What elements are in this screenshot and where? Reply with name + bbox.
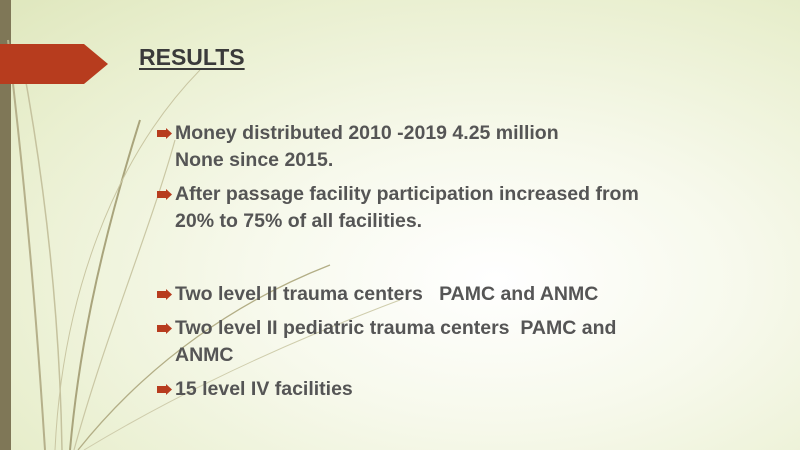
bullet-arrow-icon [157, 384, 172, 395]
bullet-text: ANMC [175, 344, 234, 366]
bullet-text: Money distributed 2010 -2019 4.25 million [175, 122, 559, 144]
bullet-item [157, 281, 777, 308]
bullet-arrow-icon [157, 323, 172, 334]
bullet-text: None since 2015. [175, 149, 334, 171]
title-arrow-icon [0, 44, 108, 84]
bullet-item [157, 376, 777, 403]
bullet-text: 15 level IV facilities [175, 378, 353, 400]
bullet-text: Two level II pediatric trauma centers PAMC and [175, 317, 617, 339]
bullet-text: After passage facility participation increased from [175, 183, 639, 205]
bullet-arrow-icon [157, 289, 172, 300]
bullet-arrow-icon [157, 128, 172, 139]
bullet-list [157, 120, 777, 403]
bullet-text: 20% to 75% of all facilities. [175, 210, 423, 232]
bullet-arrow-icon [157, 189, 172, 200]
slide-title: RESULTS [139, 44, 245, 70]
bullet-item [157, 315, 777, 369]
bullet-text: Two level II trauma centers PAMC and ANMC [175, 283, 599, 305]
bullet-item [157, 181, 777, 235]
bullet-item [157, 120, 777, 174]
